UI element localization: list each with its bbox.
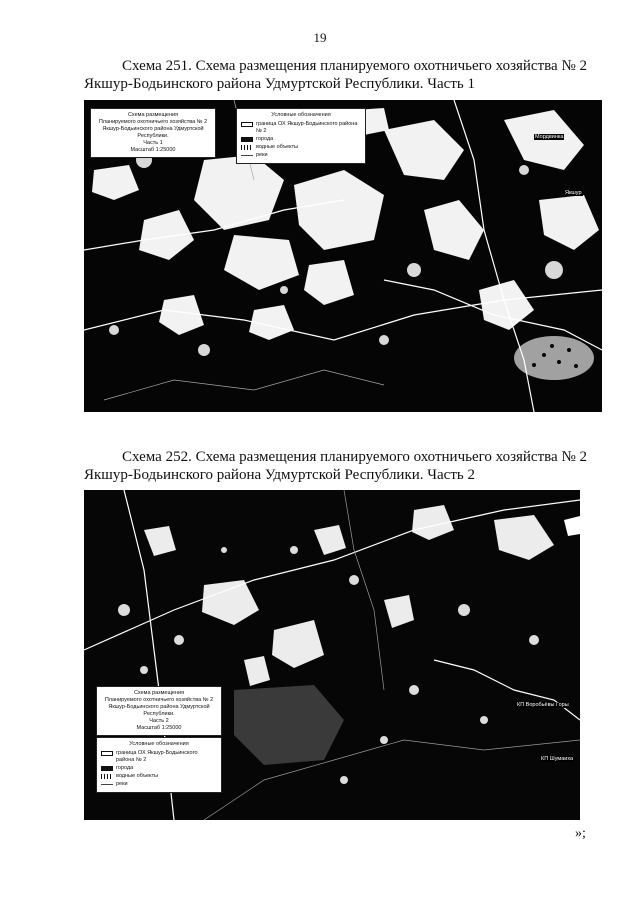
city-swatch xyxy=(101,766,113,771)
map-2-title-box xyxy=(96,686,222,736)
title-line: Часть 2 xyxy=(149,718,169,724)
legend-title: Условные обозначения xyxy=(271,112,331,118)
scheme-251-caption xyxy=(84,57,604,93)
map-1-title-box xyxy=(90,108,216,158)
end-mark: »; xyxy=(575,826,586,841)
title-line: Республики. xyxy=(143,711,175,717)
legend-item: города xyxy=(241,136,361,143)
caption-line-1: Схема 251. Схема размещения планируемого охотничьего хозяйства № 2 xyxy=(122,58,587,74)
map-part-2 xyxy=(84,490,580,820)
map-part-1 xyxy=(84,100,602,412)
legend-item: города xyxy=(101,765,217,772)
scheme-252-caption xyxy=(84,448,604,484)
border-swatch xyxy=(101,751,113,756)
map-label: Якшур xyxy=(565,190,582,196)
water-swatch xyxy=(241,145,253,150)
title-line: Схема размещения xyxy=(127,112,179,118)
caption-line-2: Якшур-Бодьинского района Удмуртской Республики. Часть 2 xyxy=(84,467,475,483)
page-number: 19 xyxy=(313,30,327,45)
title-line: Схема размещения xyxy=(133,690,185,696)
legend-item: граница ОХ Якшур-Бодьинского района № 2 xyxy=(101,750,217,764)
caption-line-1: Схема 252. Схема размещения планируемого охотничьего хозяйства № 2 xyxy=(122,449,587,465)
border-swatch xyxy=(241,122,253,127)
map-label: Мордвинка xyxy=(535,134,564,140)
city-swatch xyxy=(241,137,253,142)
title-line: Масштаб 1:25000 xyxy=(130,147,176,153)
title-line: Республики. xyxy=(137,133,169,139)
map-label: КП Воробьёвы Горы xyxy=(517,702,569,708)
legend-item: водные объекты xyxy=(101,773,217,780)
legend-item: граница ОХ Якшур-Бодьинского района № 2 xyxy=(241,121,361,135)
water-swatch xyxy=(101,774,113,779)
map-2-legend xyxy=(96,737,222,793)
title-line: Якшур-Бодьинского района Удмуртской xyxy=(108,704,210,710)
title-line: Планируемого охотничьего хозяйства № 2 xyxy=(104,697,214,703)
map-label: КП Шумаиха xyxy=(541,756,574,762)
river-swatch xyxy=(101,784,113,785)
legend-item: реки xyxy=(241,152,361,159)
title-line: Масштаб 1:25000 xyxy=(136,725,182,731)
legend-item: реки xyxy=(101,781,217,788)
legend-item: водные объекты xyxy=(241,144,361,151)
river-swatch xyxy=(241,155,253,156)
legend-title: Условные обозначения xyxy=(129,741,189,747)
title-line: Планируемого охотничьего хозяйства № 2 xyxy=(98,119,208,125)
title-line: Часть 1 xyxy=(143,140,163,146)
title-line: Якшур-Бодьинского района Удмуртской xyxy=(102,126,204,132)
caption-line-2: Якшур-Бодьинского района Удмуртской Республики. Часть 1 xyxy=(84,76,475,92)
map-1-legend xyxy=(236,108,366,164)
